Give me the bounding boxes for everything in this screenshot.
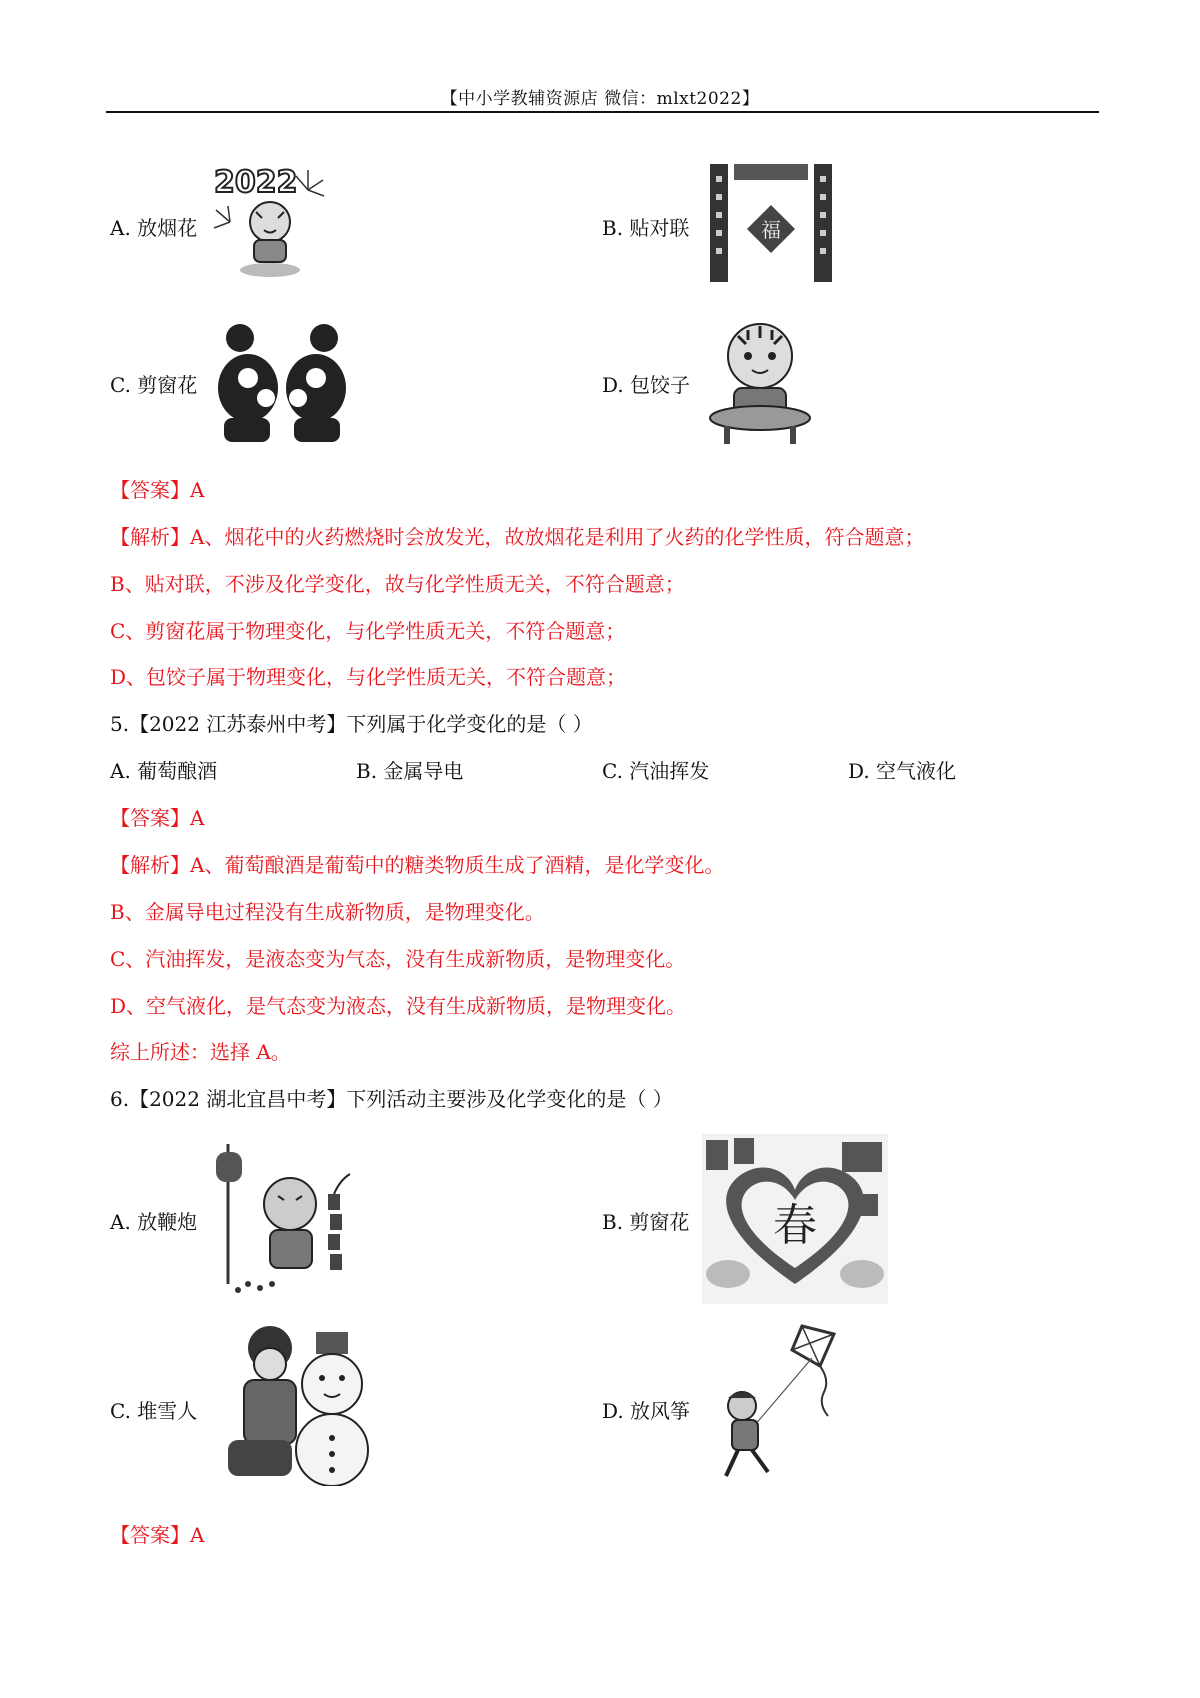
q5-option-a: A. 葡萄酿酒 bbox=[110, 759, 218, 783]
q4-option-b: B. 贴对联 bbox=[602, 216, 690, 240]
q4-analysis-line: 【解析】A、烟花中的火药燃烧时会放发光，故放烟花是利用了火药的化学性质，符合题意； bbox=[110, 525, 925, 549]
q5-analysis-line: 【解析】A、葡萄酿酒是葡萄中的糖类物质生成了酒精，是化学变化。 bbox=[110, 853, 725, 877]
snowman-image bbox=[208, 1322, 388, 1486]
q4-analysis-line: D、包饺子属于物理变化，与化学性质无关，不符合题意； bbox=[110, 665, 627, 689]
q6-option-a: A. 放鞭炮 bbox=[110, 1210, 198, 1234]
q5-option-c: C. 汽油挥发 bbox=[602, 759, 710, 783]
firecrackers-image bbox=[208, 1134, 366, 1296]
fireworks-tiger-image bbox=[208, 160, 328, 282]
q4-option-a: A. 放烟花 bbox=[110, 216, 198, 240]
paper-cut-image bbox=[210, 318, 354, 446]
couplets-image bbox=[708, 160, 834, 286]
q5-analysis-line: C、汽油挥发，是液态变为气态，没有生成新物质，是物理变化。 bbox=[110, 947, 686, 971]
q4-option-d: D. 包饺子 bbox=[602, 373, 691, 397]
header-rule bbox=[106, 111, 1099, 113]
q4-answer: 【答案】A bbox=[110, 478, 205, 502]
kite-image bbox=[702, 1322, 876, 1492]
q6-option-b: B. 剪窗花 bbox=[602, 1210, 690, 1234]
svg-text:福: 福 bbox=[761, 218, 781, 242]
q5-option-d: D. 空气液化 bbox=[848, 759, 957, 783]
q6-option-d: D. 放风筝 bbox=[602, 1399, 691, 1423]
q6-answer: 【答案】A bbox=[110, 1523, 205, 1547]
q5-option-b: B. 金属导电 bbox=[356, 759, 464, 783]
q5-analysis-line: D、空气液化，是气态变为液态，没有生成新物质，是物理变化。 bbox=[110, 994, 687, 1018]
q5-analysis-line: 综上所述：选择 A。 bbox=[110, 1040, 291, 1064]
page-header: 【中小学教辅资源店 微信：mlxt2022】 bbox=[440, 89, 760, 109]
q5-stem: 5.【2022 江苏泰州中考】下列属于化学变化的是（ ） bbox=[110, 712, 593, 736]
q5-answer: 【答案】A bbox=[110, 806, 205, 830]
svg-text:2022: 2022 bbox=[214, 165, 298, 200]
svg-text:春: 春 bbox=[773, 1200, 817, 1251]
q4-analysis-line: C、剪窗花属于物理变化，与化学性质无关，不符合题意； bbox=[110, 619, 626, 643]
q4-analysis-line: B、贴对联，不涉及化学变化，故与化学性质无关，不符合题意； bbox=[110, 572, 685, 596]
spring-paper-cut-image bbox=[702, 1134, 888, 1304]
q4-option-c: C. 剪窗花 bbox=[110, 373, 198, 397]
q6-option-c: C. 堆雪人 bbox=[110, 1399, 198, 1423]
q6-stem: 6.【2022 湖北宜昌中考】下列活动主要涉及化学变化的是（ ） bbox=[110, 1087, 673, 1111]
q5-analysis-line: B、金属导电过程没有生成新物质，是物理变化。 bbox=[110, 900, 545, 924]
tiger-dumplings-image bbox=[708, 316, 812, 446]
